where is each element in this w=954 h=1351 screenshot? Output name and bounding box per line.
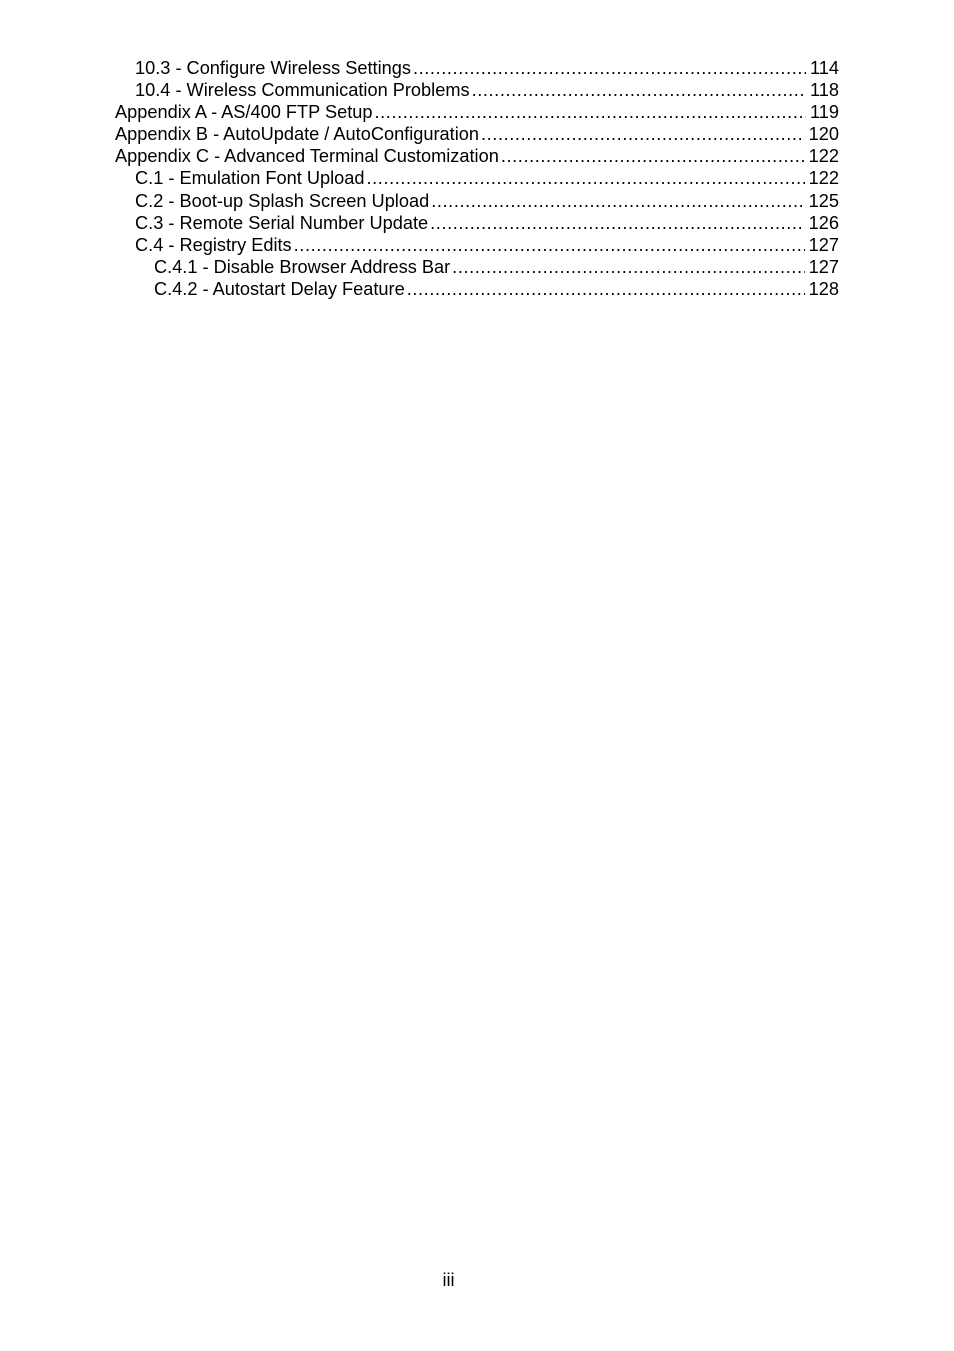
- page-number: iii: [442, 1270, 455, 1290]
- toc-entry-page: 119: [810, 102, 839, 123]
- toc-entry[interactable]: [115, 167, 839, 189]
- toc-leader-dots: [407, 278, 805, 300]
- toc-entry-page: 127: [808, 234, 839, 255]
- toc-entry[interactable]: [115, 57, 839, 79]
- toc-entry-title: C.4 - Registry Edits: [135, 234, 292, 255]
- toc-entry-page: 120: [808, 124, 839, 145]
- table-of-contents: [115, 57, 839, 300]
- toc-entry-title: C.1 - Emulation Font Upload: [135, 168, 365, 189]
- toc-leader-dots: [472, 79, 806, 101]
- toc-leader-dots: [430, 212, 805, 234]
- toc-entry-title: C.3 - Remote Serial Number Update: [135, 212, 429, 233]
- toc-entry[interactable]: [115, 256, 839, 278]
- toc-entry-page: 125: [808, 190, 839, 211]
- toc-entry-title: C.4.1 - Disable Browser Address Bar: [154, 256, 451, 277]
- toc-leader-dots: [431, 190, 804, 212]
- toc-entry-title: C.2 - Boot-up Splash Screen Upload: [135, 190, 430, 211]
- toc-entry-title: 10.3 - Configure Wireless Settings: [135, 58, 411, 78]
- toc-entry[interactable]: [115, 79, 839, 101]
- toc-leader-dots: [294, 234, 805, 256]
- toc-entry-page: 118: [810, 80, 839, 101]
- toc-entry-page: 128: [808, 278, 839, 299]
- toc-entry-page: 126: [808, 212, 839, 233]
- toc-entry[interactable]: [115, 145, 839, 167]
- toc-leader-dots: [452, 256, 804, 278]
- toc-entry[interactable]: [115, 278, 839, 300]
- toc-entry-title: Appendix B - AutoUpdate / AutoConfiguration: [115, 124, 479, 145]
- toc-entry-page: 122: [808, 146, 839, 167]
- toc-entry[interactable]: [115, 123, 839, 145]
- toc-leader-dots: [375, 101, 807, 123]
- toc-entry[interactable]: [115, 234, 839, 256]
- toc-entry-title: 10.4 - Wireless Communication Problems: [135, 80, 470, 101]
- toc-leader-dots: [501, 145, 805, 167]
- toc-entry-page: 127: [808, 256, 839, 277]
- toc-entry-title: Appendix A - AS/400 FTP Setup: [115, 102, 373, 123]
- toc-leader-dots: [366, 167, 804, 189]
- toc-entry-page: 114: [810, 58, 839, 78]
- toc-leader-dots: [481, 123, 805, 145]
- toc-entry[interactable]: [115, 101, 839, 123]
- toc-entry[interactable]: [115, 190, 839, 212]
- toc-entry-page: 122: [808, 168, 839, 189]
- toc-entry-title: Appendix C - Advanced Terminal Customization: [115, 146, 499, 167]
- toc-leader-dots: [413, 57, 806, 79]
- toc-entry-title: C.4.2 - Autostart Delay Feature: [154, 278, 405, 299]
- toc-entry[interactable]: [115, 212, 839, 234]
